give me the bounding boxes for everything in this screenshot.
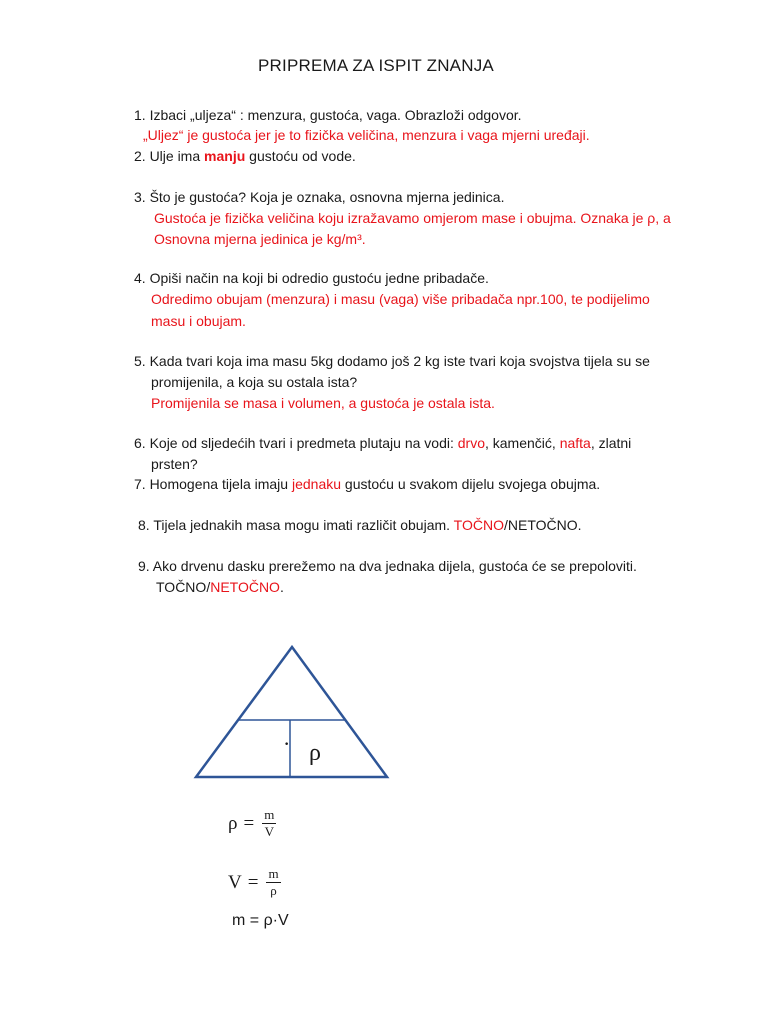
question-5-line-1: 5. Kada tvari koja ima masu 5kg dodamo još 2 kg iste tvari koja svojstva tijela su se: [134, 353, 650, 369]
answer-5: Promijenila se masa i volumen, a gustoća je ostala ista.: [151, 395, 495, 411]
question-9-separator: /: [206, 579, 211, 595]
question-1: 1. Izbaci „uljeza“ : menzura, gustoća, vaga. Obrazloži odgovor.: [134, 107, 522, 123]
answer-1: „Uljez“ je gustoća jer je to fizička veličina, menzura i vaga mjerni uređaji.: [143, 127, 590, 143]
question-3: 3. Što je gustoća? Koja je oznaka, osnovna mjerna jedinica.: [134, 189, 505, 205]
formula-volume-equals: =: [247, 871, 259, 893]
answer-3-line-1: Gustoća je fizička veličina koju izražavamo omjerom mase i obujma. Oznaka je ρ, a: [154, 210, 671, 226]
answer-4-line-1: Odredimo obujam (menzura) i masu (vaga) više pribadača npr.100, te podijelimo: [151, 291, 650, 307]
answer-4-line-2: masu i obujam.: [151, 313, 246, 329]
answer-6-nafta: nafta: [559, 435, 591, 451]
answer-7: jednaku: [291, 476, 342, 492]
formula-density-lhs: ρ: [228, 812, 238, 834]
answer-6-drvo: drvo: [457, 435, 485, 451]
question-5-line-2: promijenila, a koja su ostala ista?: [151, 374, 358, 390]
triangle-dot: ·: [283, 731, 291, 756]
formula-volume-fraction: [266, 867, 280, 898]
question-7-text-end: gustoću u svakom dijelu svojega obujma.: [341, 476, 601, 492]
triangle-outline: [196, 647, 387, 777]
formula-density-denominator: V: [264, 824, 274, 839]
question-7-text: 7. Homogena tijela imaju: [134, 476, 292, 492]
triangle-rho: ρ: [309, 740, 321, 766]
formula-density-numerator: m: [264, 807, 275, 822]
question-6-line-2: prsten?: [151, 456, 198, 472]
question-2-text-end: gustoću od vode.: [245, 148, 356, 164]
formula-density-fraction: [262, 808, 276, 839]
question-8-separator: /: [503, 517, 508, 533]
question-9-line-1: 9. Ako drvenu dasku prerežemo na dva jednaka dijela, gustoća će se prepoloviti.: [138, 558, 637, 574]
formula-volume-lhs: V: [228, 871, 242, 893]
formula-density-equals: =: [243, 812, 255, 834]
question-9-tocno: TOČNO: [156, 579, 207, 595]
formula-volume: [228, 867, 281, 898]
question-6-text-mid: , kamenčić,: [484, 435, 560, 451]
page-title: PRIPREMA ZA ISPIT ZNANJA: [258, 56, 494, 75]
answer-8-tocno: TOČNO: [453, 517, 504, 533]
question-2-text: 2. Ulje ima: [134, 148, 205, 164]
formula-density: [228, 808, 276, 839]
question-6-text-end: , zlatni: [590, 435, 632, 451]
question-6-text: 6. Koje od sljedećih tvari i predmeta plutaju na vodi:: [134, 435, 458, 451]
answer-3-line-2: Osnovna mjerna jedinica je kg/m³.: [154, 231, 366, 247]
question-4: 4. Opiši način na koji bi odredio gustoću jedne pribadače.: [134, 270, 489, 286]
question-8-end: .: [577, 517, 582, 533]
formula-volume-numerator: m: [268, 866, 279, 881]
formula-volume-denominator: ρ: [270, 883, 277, 898]
answer-2: manju: [204, 148, 246, 164]
formula-mass: m = ρ·V: [232, 912, 289, 929]
question-8-netocno: NETOČNO: [507, 517, 578, 533]
question-8-text: 8. Tijela jednakih masa mogu imati različit obujam.: [138, 517, 454, 533]
question-9-end: .: [279, 579, 284, 595]
answer-9-netocno: NETOČNO: [210, 579, 280, 595]
